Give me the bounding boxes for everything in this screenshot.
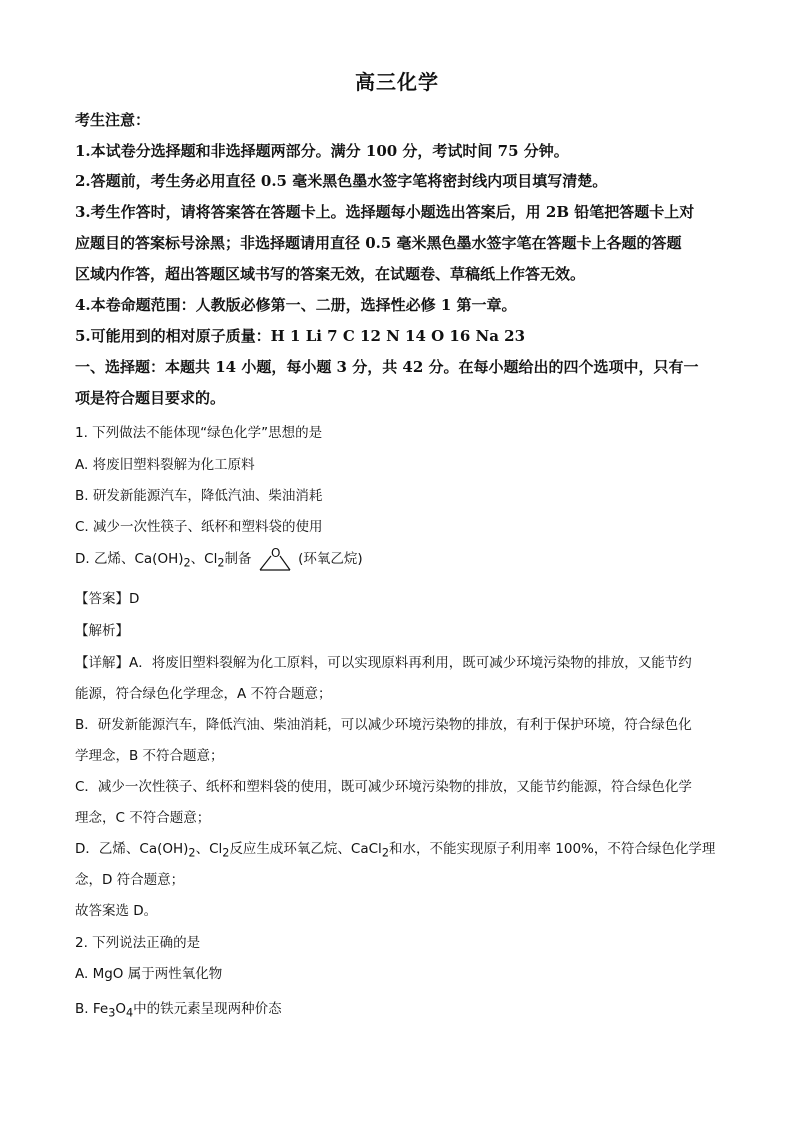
detail-tag: 【详解】: [75, 655, 129, 671]
detail-line-7: [75, 837, 725, 860]
option-b-prefix: B. Fe: [75, 1001, 109, 1017]
detail-d-prefix: D．乙烯、Ca(OH): [75, 841, 189, 857]
analysis-tag: 【解析】: [75, 623, 129, 639]
option-d-mid2: 制备: [224, 551, 252, 567]
question-2-stem: 2. 下列说法正确的是: [75, 935, 201, 951]
detail-line-8: 念，D 符合题意；: [75, 872, 185, 888]
option-d-mid: 、Cl: [190, 551, 218, 567]
detail-text: A．将废旧塑料裂解为化工原料，可以实现原料再利用，既可减少环境污染物的排放，又能节约: [129, 655, 692, 671]
subscript: 2: [381, 846, 389, 860]
notice-item-3: 3.考生作答时，请将答案答在答题卡上。选择题每小题选出答案后，用 2B 铅笔把答题卡上对: [75, 203, 695, 221]
question-1-stem: 1. 下列做法不能体现“绿色化学”思想的是: [75, 425, 323, 441]
question-2-option-b: [75, 997, 725, 1020]
detail-d-mid2: 反应生成环氧乙烷、CaCl: [229, 841, 382, 857]
option-d-prefix: D. 乙烯、Ca(OH): [75, 551, 184, 567]
page-title: 高三化学: [355, 70, 439, 94]
notice-item-2: 2.答题前，考生务必用直径 0.5 毫米黑色墨水签字笔将密封线内项目填写清楚。: [75, 172, 608, 190]
detail-d-mid: 、Cl: [195, 841, 223, 857]
ethylene-oxide-structure-icon: [258, 546, 292, 572]
section-heading-line-2: 项是符合题目要求的。: [75, 389, 226, 407]
option-b-mid: O: [115, 1001, 126, 1017]
answer-line: [75, 587, 725, 607]
subscript: 3: [108, 1006, 116, 1020]
answer-value: D: [129, 591, 140, 607]
detail-line-4: 学理念，B 不符合题意；: [75, 748, 224, 764]
notice-item-3-cont-1: 应题目的答案标号涂黑；非选择题请用直径 0.5 毫米黑色墨水签字笔在答题卡上各题的答题: [75, 234, 682, 252]
question-2-option-a: A. MgO 属于两性氧化物: [75, 966, 223, 982]
detail-line-5: C．减少一次性筷子、纸杯和塑料袋的使用，既可减少环境污染物的排放，又能节约能源，符合绿色化学: [75, 779, 692, 795]
notice-item-4: 4.本卷命题范围：人教版必修第一、二册，选择性必修 1 第一章。: [75, 296, 517, 314]
notice-item-3-cont-2: 区域内作答，超出答题区域书写的答案无效，在试题卷、草稿纸上作答无效。: [75, 265, 586, 283]
svg-text:O: O: [270, 546, 281, 560]
detail-line-1: [75, 651, 725, 671]
subscript: 4: [126, 1006, 134, 1020]
question-1-option-a: A. 将废旧塑料裂解为化工原料: [75, 457, 255, 473]
notice-item-5: 5.可能用到的相对原子质量：H 1 Li 7 C 12 N 14 O 16 Na 23: [75, 327, 526, 345]
notice-heading: 考生注意：: [75, 111, 151, 129]
subscript: 2: [222, 846, 230, 860]
detail-d-suffix: 和水，不能实现原子利用率 100%，不符合绿色化学理: [389, 841, 716, 857]
detail-line-3: B．研发新能源汽车，降低汽油、柴油消耗，可以减少环境污染物的排放，有利于保护环境，符合绿色化: [75, 717, 692, 733]
detail-line-6: 理念，C 不符合题意；: [75, 810, 211, 826]
option-d-suffix: (环氧乙烷): [298, 551, 363, 567]
question-1-option-c: C. 减少一次性筷子、纸杯和塑料袋的使用: [75, 519, 323, 535]
question-1-option-d: [75, 546, 725, 572]
section-heading-line-1: 一、选择题：本题共 14 小题，每小题 3 分，共 42 分。在每小题给出的四个选项中，只有一: [75, 358, 699, 376]
detail-line-2: 能源，符合绿色化学理念，A 不符合题意；: [75, 686, 332, 702]
question-1-option-b: B. 研发新能源汽车，降低汽油、柴油消耗: [75, 488, 323, 504]
subscript: 2: [183, 556, 191, 570]
subscript: 2: [188, 846, 196, 860]
option-b-suffix: 中的铁元素呈现两种价态: [133, 1001, 282, 1017]
subscript: 2: [217, 556, 225, 570]
conclusion-line: 故答案选 D。: [75, 903, 158, 919]
notice-item-1: 1.本试卷分选择题和非选择题两部分。满分 100 分，考试时间 75 分钟。: [75, 142, 569, 160]
answer-tag: 【答案】: [75, 591, 129, 607]
